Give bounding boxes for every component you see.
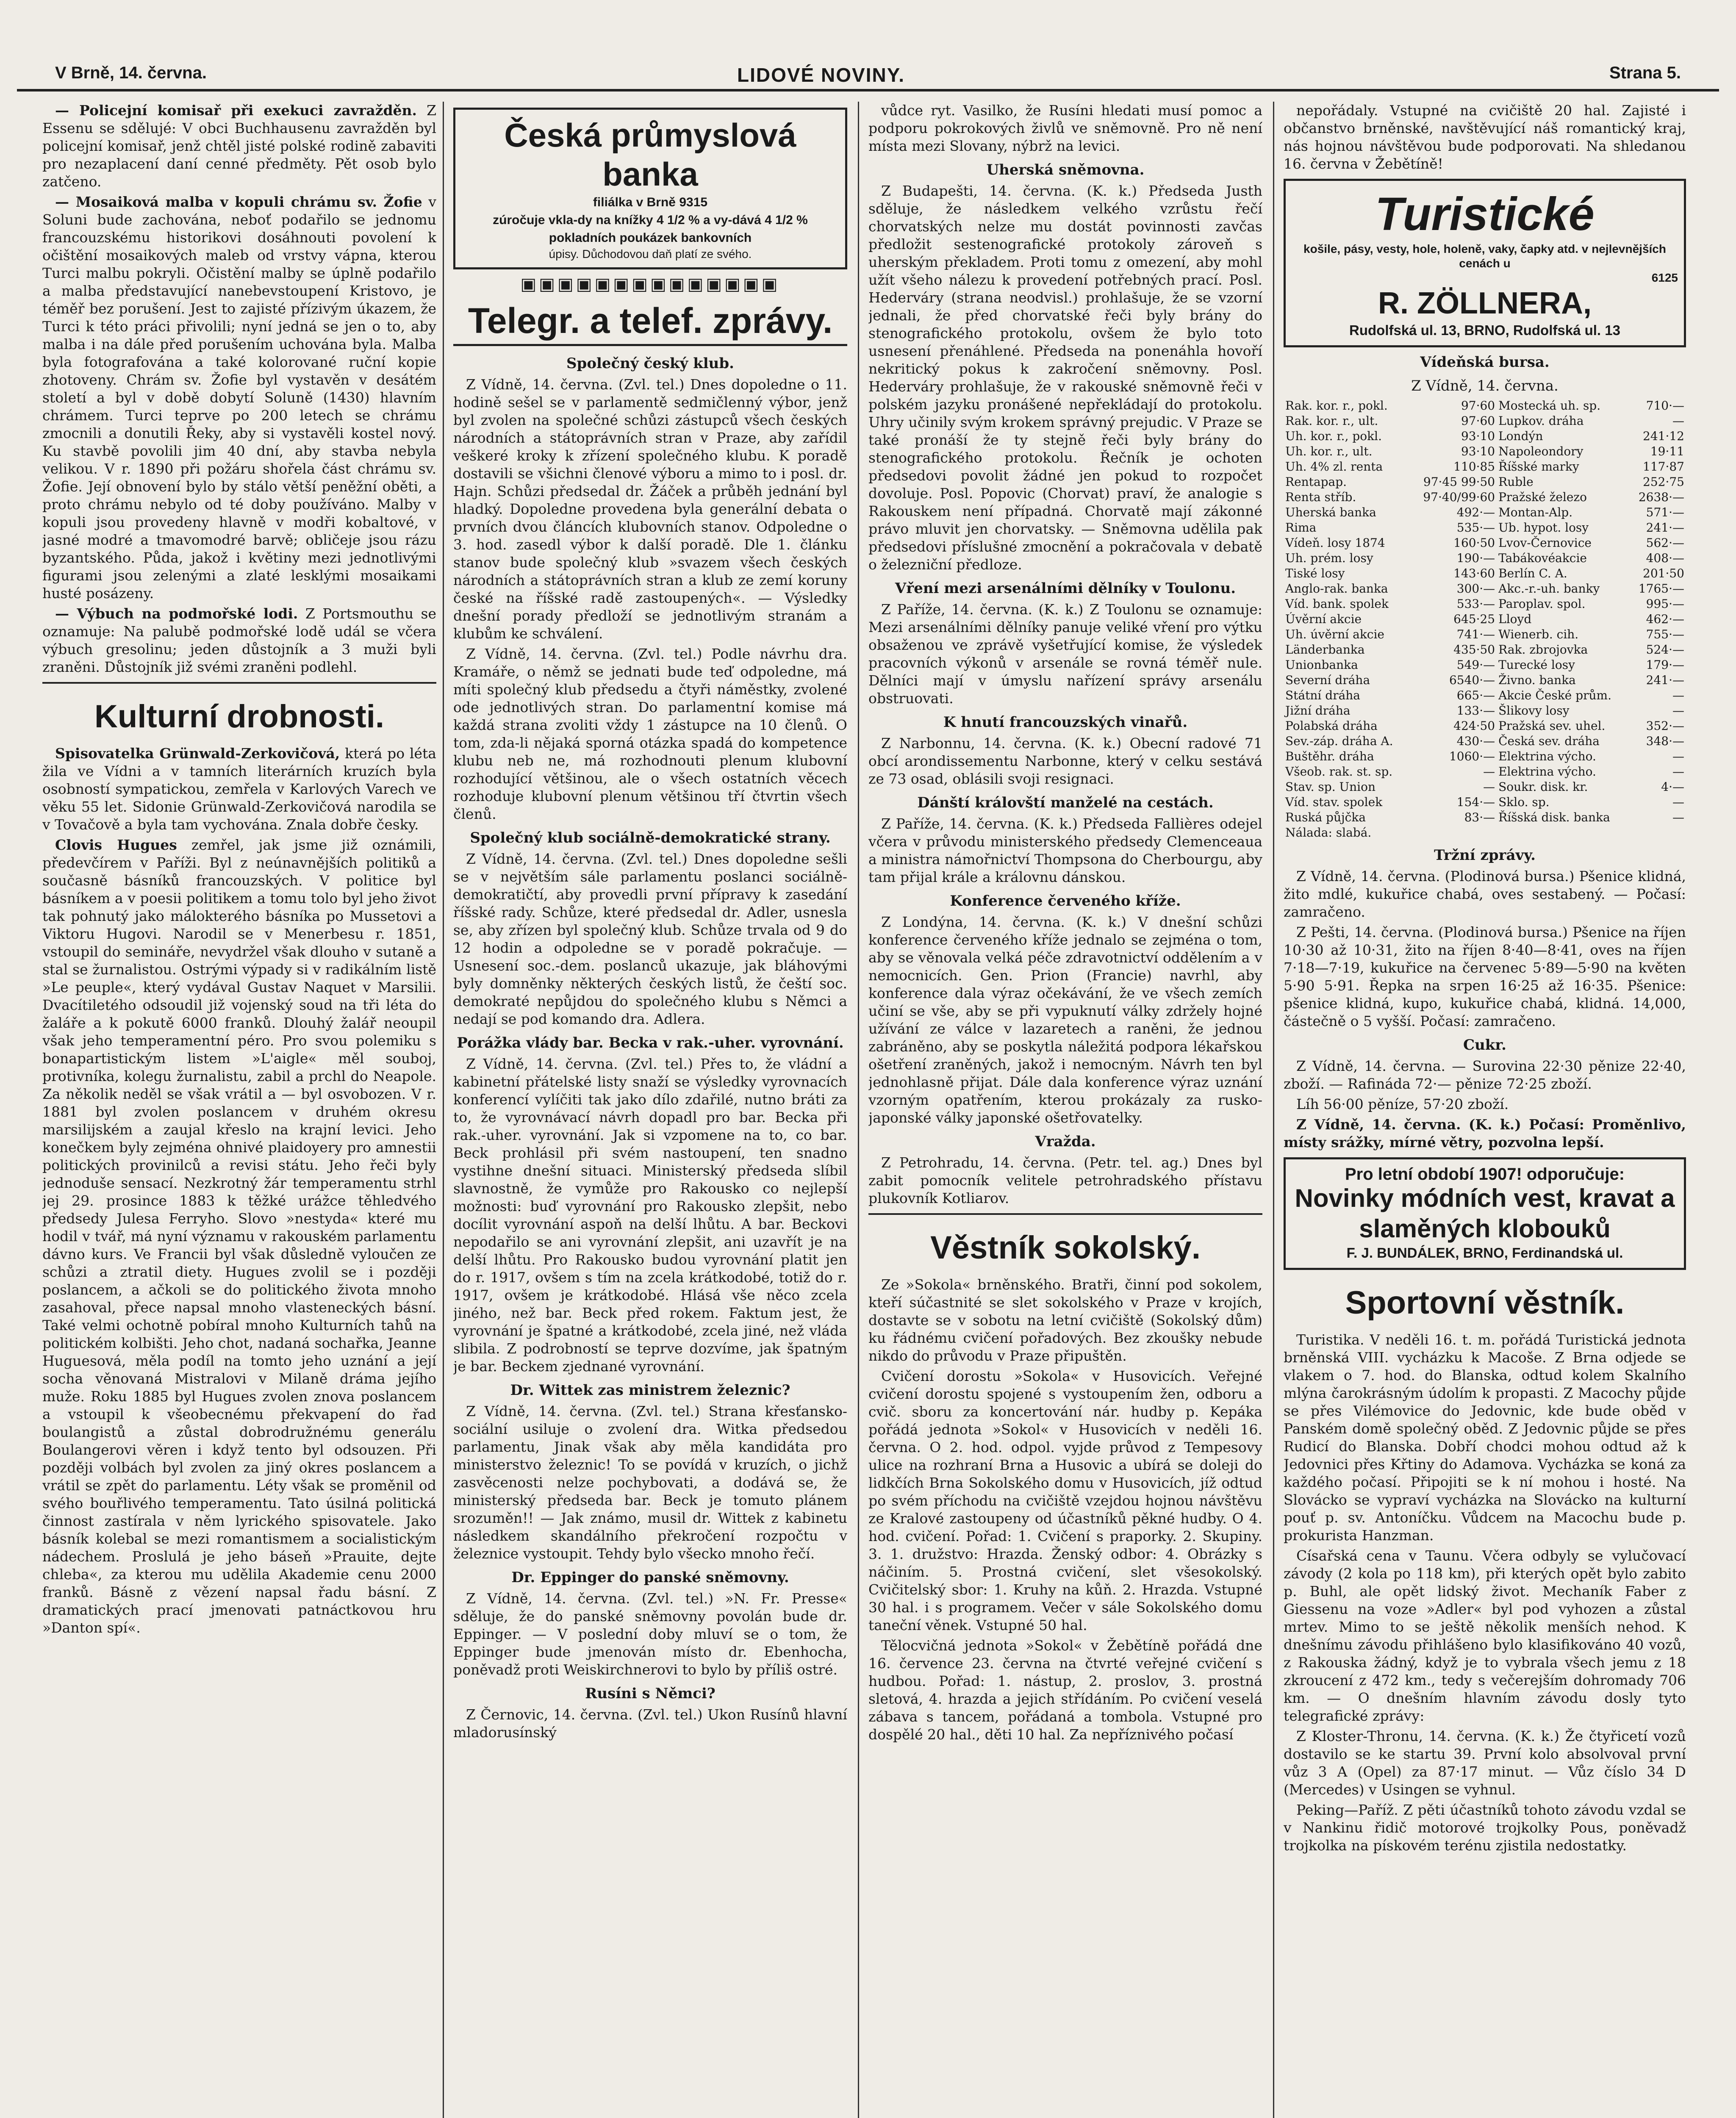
masthead-title: LIDOVÉ NOVINY.: [737, 64, 905, 86]
page-number: Strana 5.: [1609, 64, 1681, 82]
table-cell: Víd. bank. spolek: [1285, 597, 1389, 611]
table-cell: Ruská půjčka: [1285, 810, 1366, 824]
table-row: [1284, 474, 1686, 490]
table-cell: Uherská banka: [1285, 505, 1376, 519]
table-row: [1284, 703, 1686, 718]
table-cell: 190·—: [1456, 551, 1495, 565]
table-cell: Soukr. disk. kr.: [1498, 780, 1588, 794]
table-cell: 300·—: [1456, 582, 1495, 596]
table-cell: Lvov-Černovice: [1498, 536, 1592, 550]
section-title: Věstník sokolský.: [930, 1230, 1201, 1266]
divider: [42, 682, 436, 684]
table-cell: —: [1672, 795, 1684, 809]
article: — Výbuch na podmořské lodi. Z Portsmouthu se oznamuje: Na palubě podmořské lodě udál se včera výbuch gresolinu; jeden důstojník a 3 muži byli zraněni. Důstojník již svémi zraněni podlehl.: [42, 605, 436, 675]
table-cell: Rak. zbrojovka: [1498, 643, 1588, 657]
table-cell: —: [1672, 810, 1684, 824]
table-cell: 348·—: [1646, 734, 1684, 748]
decorative-border: ▣▣▣▣▣▣▣▣▣▣▣▣▣▣: [520, 274, 780, 294]
table-cell: Ruble: [1498, 475, 1534, 489]
table-row: [1284, 505, 1686, 520]
table-cell: 571·—: [1646, 505, 1684, 519]
table-row: [1284, 490, 1686, 505]
table-cell: Rak. kor. r., pokl.: [1285, 399, 1388, 413]
table-row: [1284, 810, 1686, 825]
table-row: [1284, 413, 1686, 429]
table-cell: Vídeň. losy 1874: [1285, 536, 1385, 550]
article: — Policejní komisař při exekuci zavražděn. Z Essenu se sdělujé: V obci Buchhausenu zavražděn byl policejní komisař, jenž chtěl jisté polské rodině zabaviti pro nezaplacení daní cenné předměty. Pět osob bylo zatčeno.: [42, 102, 436, 190]
table-cell: Wienerb. cih.: [1498, 627, 1579, 641]
table-row: [1284, 566, 1686, 581]
table-cell: Berlín C. A.: [1498, 566, 1567, 580]
table-cell: 133·—: [1456, 704, 1495, 718]
table-cell: Elektrina výcho.: [1498, 765, 1596, 779]
newspaper-page: [17, 17, 1719, 2118]
table-cell: 1060·—: [1449, 749, 1495, 763]
table-cell: Sklo. sp.: [1498, 795, 1550, 809]
article: Clovis Hugues zemřel, jak jsme již oznámili, předevčírem v Paříži. Byl z neúnavnějších politiků a současně básníků francouzských. V politice byl básníkem a v poesii politikem a tomu tolo byl jeho život tak pohnutý jako málokterého básníka po Mussetovi a Viktoru Hugovi. Narodil se v Menerbesu r. 1851, vstoupil do semináře, nevydržel však dlouho v sutaně a stal se žurnalistou. Ostrými výpady si v radikálním listě »Le peuple«, který vydával Gustav Naquet v Marsilii. Dvacítiletého odsoudil již vojenský soud na tři léta do žaláře a k pokutě 6000 franků. Dlouhý žalář neoupil však jeho temperamentní péro. Pro svou polemiku s bonapartistickým listem »L'aigle« měl souboj, protivníka, kolegu žurnalistu, zabil a prchl do Neapole. Za několik neděl se však vrátil a — byl osvobozen. V r. 1881 byl zvolen poslancem v druhém okresu marsilijském a zaujal křeslo na krajní levici. Jeho konečkem byly zejména ohnivé plaidoyery pro amnestii politických provinilců a revisi státu. Jeho řeči byly jednoduše sensací. Nezkrotný žár temperamentu strhl jej 29. prosince 1883 k těžké urážce těhledvého předsedy Julesa Ferryho. Slovo »nestyda« které mu hodil v tvář, má nyní významu v rakouském parlamentu dávno kurs. Ve Francii byl však důsledně vyloučen ze schůzi a ztratil diety. Hugues zvolil se i později poslancem, a ačkoli se do politického života mnoho zasahoval, přece napsal mnoho vlasteneckých básní. Také velmi ochotně pobíral mnoho Kulturních tahů na politickém kolbišti. Jeho chot, nadaná sochařka, Jeanne Huguesová, měla podíl na tomto jeho uznání a její socha věnovaná Mistralovi v Milaně dráma jejího muže. Roku 1885 byl Hugues zvolen znova poslancem a vstoupil k všeobecnému překvapení do řad boulangistů a zůstal dobrodružnému generálu Boulangerovi věren i když tento byl odsouzen. Při později volbách byl zvolen za jiný okres poslancem a vrátil se zpět do parlamentu. Léty však se proměnil od svého bouřlivého temperamentu. Tato úsilná politická činnost zastírala v něm lyrického spisovatele. Jako básník kolebal se mezi romantismem a socialistickým nádechem. Proslulá je jeho báseň »Prauite, dejte chleba«, za kterou mu udělila Akademie cenu 2000 franků. Básně z vězení napsal řadu básní. Z dramatických prací jmenovati patnáctkovou hru »Danton spí«.: [42, 837, 436, 1636]
table-row: [1284, 612, 1686, 627]
table-cell: Londýn: [1498, 429, 1543, 443]
table-cell: 352·—: [1646, 719, 1684, 733]
table-cell: 110·85: [1453, 460, 1495, 474]
article: — Mosaiková malba v kopuli chrámu sv. Žofie v Soluni bude zachována, neboť podařilo se jednomu francouzskému historikovi dosáhnouti povolení k očištění mosaikových maleb od vrstvy vápna, kterou Turci malbu pokryli. Očistění malby se úplně podařilo a malba představující nanebevstoupení Kristovo, je téměř bez porušení. Jest to zajisté přízivým úkazem, že Turci k této práci přivolili; nyní jedná se jen o to, aby malba i na dále před porušením uchována byla. Malba byla fotografována a také kolorované ruční kopie zhotoveny. Chrám sv. Žofie byl vystavěn v desátém století a byl v době dobytí Soluně (1430) hlavním chrámem. Turci teprve po 200 letech se chrámu zmocnili a donutili Řeky, aby si vystavěli kostel nový. Ku stavbě povolili jim 40 dní, aby stavba nebyla velikou. V r. 1890 při požáru shořela část chrámu sv. Žofie. Její obnovení bylo by stálo větší peněžní oběti, a proto chrámu nebylo od té doby používáno. Malby v kopuli jsou provedeny hlavně v modři kobaltové, v jasné modré a tmavomodré barvě; obličeje jsou rázu byzantského. Půda, jakož i květiny mezi jednotlivými figurami jsou zelenými a zlaté lesklými mosaikami husté posázeny.: [42, 194, 436, 602]
column-rule: [858, 102, 859, 2118]
table-row: [1284, 734, 1686, 749]
table-cell: [1411, 825, 1497, 840]
table-row: [1284, 642, 1686, 657]
table-cell: 179·—: [1646, 658, 1684, 672]
table-cell: Renta stříb.: [1285, 490, 1356, 504]
table-cell: 143·60: [1453, 566, 1495, 580]
table-row: [1284, 535, 1686, 551]
table-cell: 4·—: [1661, 780, 1684, 794]
table-cell: 6540·—: [1449, 673, 1495, 687]
table-cell: Ub. hypot. losy: [1498, 521, 1589, 535]
table-cell: —: [1483, 765, 1495, 779]
table-cell: Uh. 4% zl. renta: [1285, 460, 1383, 474]
table-cell: —: [1672, 414, 1684, 428]
table-cell: 1765·—: [1638, 582, 1684, 596]
table-cell: 97·60: [1461, 414, 1495, 428]
table-cell: 549·—: [1456, 658, 1495, 672]
table-row: [1284, 459, 1686, 474]
divider: [868, 1213, 1262, 1215]
table-cell: Sev.-záp. dráha A.: [1285, 734, 1393, 748]
table-cell: —: [1483, 780, 1495, 794]
fashion-advertisement: Pro letní období 1907! odporučuje: Novinky módních vest, kravat a slaměných klobouků F. J. BUNDÁLEK, BRNO, Ferdinandská ul.: [1284, 1157, 1686, 1270]
table-row: [1284, 825, 1686, 840]
table-row: [1284, 718, 1686, 734]
table-cell: Severní dráha: [1285, 673, 1370, 687]
table-cell: 424·50: [1453, 719, 1495, 733]
table-cell: Napoleondory: [1498, 444, 1583, 458]
table-cell: Tiské losy: [1285, 566, 1345, 580]
table-cell: 160·50: [1453, 536, 1495, 550]
tourist-advertisement: Turistické košile, pásy, vesty, hole, holeně, vaky, čapky atd. v nejlevnějších cenách u 6125 R. ZÖLLNERA, Rudolfská ul. 13, BRNO, Rudolfská ul. 13: [1284, 179, 1686, 347]
table-cell: Jižní dráha: [1285, 704, 1351, 718]
table-cell: 995·—: [1646, 597, 1684, 611]
table-cell: 93·10: [1461, 444, 1495, 458]
column-2: Česká průmyslová banka filiálka v Brně 9315 zúročuje vkla-dy na knížky 4 1/2 % a vy-dává 4 1/2 % pokladních poukázek bankovních úpisy. Důchodovou daň platí ze svého. ▣▣▣▣▣▣▣▣▣▣▣▣▣▣ Telegr. a telef. zprávy. Společný český klub. Z Vídně, 14. června. (Zvl. tel.) Dnes dopoledne o 11. hodině sešel se v parlamentě sedmičlenný výbor, jenž byl zvolen na společné schůzi zástupců všech českých národních a státoprávních stran v Praze, aby zařídil veškeré kroky k zřízení společného klubu. K poradě dostavili se všichni členové výboru a mimo to i posl. dr. Hajn. Schůzi předsedal dr. Žáček a průběh jednání byl hladký. Dopoledne provedena byla generální debata o prvních dvou článcích klubovních stanov. Odpoledne o 3. hod. zasedl výbor k další poradě. Dle 1. článku stanov bude společný klub »svazem všech českých národních a státoprávních stran a klub ze zemí koruny české na říšské radě zastoupených«. — Výsledky dnešní porady předloží se jednotlivým stranám a klubům ke schválení. Z Vídně, 14. června. (Zvl. tel.) Podle návrhu dra. Kramáře, o němž se jednati bude teď odpoledne, má míti společný klub předsedu a čtyři náměstky, zvolené ode jednotlivých stran. Do parlamentní komise má každá strana zvoliti vždy 1 zástupce na 10 členů. O tom, zda-li nějaká sporná otázka spadá do kompetence klubu neb ne, má rozhodnouti plenum klubovní rozhodující většinou, ale o všech ostatních věcech rozhoduje klubovní plenum většinou tří čtvrtin všech členů. Společný klub sociálně-demokratické strany. Z Vídně, 14. června. (Zvl. tel.) Dnes dopoledne sešli se v největším sále parlamentu poslanci sociálně-demokratičtí, aby provedli první přípravy k zasedání říšské rady. Schůze, které předsedal dr. Adler, usnesla se, aby zřízen byl společný klub. Schůze trvala od 9 do 12 hodin a odpoledne se v poradě pokračuje. — Usnesení soc.-dem. poslanců ukazuje, jak bláhovými byly domněnky některých českých listů, že čeští soc. demokraté nepůjdou do společného klubu s Němci a nedají se pod komando dra. Adlera. Porážka vlády bar. Becka v rak.-uher. vyrovnání. Z Vídně, 14. června. (Zvl. tel.) Přes to, že vládní a kabinetní přátelské listy snaží se výsledky vyrovnacích konferencí vylíčiti tak jako dílo zdařilé, nutno bráti za to, že vyrovnávací návrh dopadl pro bar. Becka při rak.-uher. vyrovnání. Jak si vzpomene na to, co bar. Beck prohlásil při svém nastoupení, ten snadno vystihne dnešní situaci. Ministerský předseda slíbil slavnostně, že vymůže pro Rakousko co nejlepší možnosti: buď vyrovnání pro Rakousko zlepšit, nebo docílit vyrovnání aspoň na delší lhůtu. A bar. Beckovi nepodařilo se ani vyrovnání zlepšit, ani uzavřít je na delší lhůtu. Pro Rakousko budou vyrovnání platit jen do r. 1917, ovšem s tím na zcela krátkodobé, totiž do r. 1917, ovšem je krátkodobé. Hlásá vše něco zcela jiného, než bar. Beck před rokem. Faktum jest, že vyrovnání je špatné a krátkodobé, zcela jiné, než vláda slibila. Z podrobností se teprve dozvíme, jak špatným je bar. Beckem zjednané vyrovnání. Dr. Wittek zas ministrem železnic? Z Vídně, 14. června. (Zvl. tel.) Strana křesťansko-sociální usiluje o zvolení dra. Witka předsedou parlamentu, Jinak však aby měla kandidáta pro ministerstvo železnic! To se povídá v kruzích, o jichž zasvěcenosti nelze pochybovati, a dodává se, že ministerský předseda bar. Beck je tomuto plánem srozuměn!! — Jak známo, musil dr. Wittek z kabinetu následkem skandálního překročení rozpočtu v železnice vystoupit. Tehdy bylo všecko mnoho řečí. Dr. Eppinger do panské sněmovny. Z Vídně, 14. června. (Zvl. tel.) »N. Fr. Presse« sděluje, že do panské sněmovny povolán bude dr. Eppinger. — V poslední doby mluví se o tom, že Eppinger bude jmenován místo dr. Ebenhocha, poněvadž proti Weiskirchnerovi to bylo by příliš ostré. Rusíni s Němci? Z Černovic, 14. června. (Zvl. tel.) Ukon Rusínů hlavní mladorusínský: [453, 102, 847, 2118]
table-cell: Anglo-rak. banka: [1285, 582, 1388, 596]
table-cell: Státní dráha: [1285, 688, 1360, 702]
table-cell: 741·—: [1456, 627, 1495, 641]
table-cell: 710·—: [1646, 399, 1684, 413]
table-cell: Länderbanka: [1285, 643, 1365, 657]
table-cell: Šlikovy losy: [1498, 704, 1570, 718]
header-date: V Brně, 14. června.: [55, 64, 207, 82]
column-rule: [1273, 102, 1274, 2118]
table-cell: 462·—: [1646, 612, 1684, 626]
table-row: [1284, 673, 1686, 688]
table-cell: Úvěrní akcie: [1285, 612, 1362, 626]
table-row: [1284, 627, 1686, 642]
table-cell: 524·—: [1646, 643, 1684, 657]
table-row: [1284, 581, 1686, 596]
table-cell: 535·—: [1456, 521, 1495, 535]
table-cell: Elektrina výcho.: [1498, 749, 1596, 763]
table-cell: 201·50: [1643, 566, 1684, 580]
table-cell: Říšské marky: [1498, 460, 1579, 474]
table-row: [1284, 749, 1686, 764]
table-cell: Stav. sp. Union: [1285, 780, 1375, 794]
table-cell: Víd. stav. spolek: [1285, 795, 1383, 809]
table-cell: 430·—: [1456, 734, 1495, 748]
table-cell: 665·—: [1456, 688, 1495, 702]
table-cell: Uh. prém. losy: [1285, 551, 1373, 565]
table-cell: Pražská sev. uhel.: [1498, 719, 1606, 733]
table-row: [1284, 398, 1686, 413]
bank-advertisement: Česká průmyslová banka filiálka v Brně 9315 zúročuje vkla-dy na knížky 4 1/2 % a vy-dává 4 1/2 % pokladních poukázek bankovních úpisy. Důchodovou daň platí ze svého.: [453, 108, 847, 269]
table-cell: Říšská disk. banka: [1498, 810, 1610, 824]
table-cell: Paroplav. spol.: [1498, 597, 1586, 611]
section-title: Sportovní věstník.: [1345, 1285, 1625, 1321]
table-row: [1284, 596, 1686, 612]
table-cell: 97·45 99·50: [1423, 475, 1495, 489]
table-cell: 645·25: [1453, 612, 1495, 626]
table-cell: [1497, 825, 1630, 840]
table-cell: Buštěhr. dráha: [1285, 749, 1374, 763]
table-cell: 408·—: [1646, 551, 1684, 565]
column-rule: [443, 102, 444, 2118]
table-row: [1284, 764, 1686, 779]
table-row: [1284, 795, 1686, 810]
table-cell: 93·10: [1461, 429, 1495, 443]
table-cell: Živno. banka: [1498, 673, 1576, 687]
section-title: Kulturní drobnosti.: [94, 699, 384, 735]
column-3: vůdce ryt. Vasilko, že Rusíni hledati musí pomoc a podporu pokrokových živlů ve sněmovně. Pro ně není místa mezi Slovany, nýbrž na levici. Uherská sněmovna. Z Budapešti, 14. června. (K. k.) Předseda Justh sděluje, že následkem velkého vzrůstu řečí chorvatských nelze mu dostát povinnosti zavčas předložit sestenografické protokoly zároveň s uherským překladem. Proti tomu z omezení, aby mohl užít všeho nálezu k provedení potřebných prací. Posl. Hederváry (strana neodvisl.) prohlašuje, že se vzorní jednali, že před chorvatské řeči byly brány do stenografického protokolu, ovšem že bylo toto usnesení přenáhlené. Předseda na ponenáhla hovoří nekritický pokus k zakročení sněmovny. Posl. Hederváry prohlašuje, že v rakouské sněmovně řeči v polském jazyku pronášené nepřekládají do protokolu. Uhry učinily svým krokem správný prejudic. V Praze se také pronáší že ty stejně řeči byly brány do stenografického protokolu. Řečník je ochoten předsedovi povolit žádné jen pokud to rozpočet dovoluje. Posl. Popovic (Chorvat) praví, že analogie s Rakouskem není případná. Chorvatě mají zákonné právo mluvit jen chorvatsky. — Sněmovna udělila pak předsedovi příslušné zmocnění a pokračovala v debatě o železniční předloze. Vření mezi arsenálními dělníky v Toulonu. Z Paříže, 14. června. (K. k.) Z Toulonu se oznamuje: Mezi arsenálními dělníky panuje veliké vření pro výtku obsaženou ve zprávě vyšetřující komise, že výsledek pracovních výkonů v arsenále se rovná téměř nule. Dělníci mají v úmyslu nařízení správy arsenálu obstruovati. K hnutí francouzských vinařů. Z Narbonnu, 14. června. (K. k.) Obecní radové 71 obcí arondissementu Narbonne, který v celku sestává ze 73 osad, oblásili svoji resignaci. Dánští královští manželé na cestách. Z Paříže, 14. června. (K. k.) Předseda Fallières odejel včera v průvodu ministerského předsedy Clemenceaua a ministra námořnictví Thompsona do Cherbourgu, aby tam přijal krále a královnu dánskou. Konference červeného kříže. Z Londýna, 14. června. (K. k.) V dnešní schůzi konference červeného kříže jednalo se zejména o tom, aby se věnovala velká péče zdravotnictví oddělením a v nemocnicích. Gen. Prion (Francie) navrhl, aby konference dala výraz očekávání, že ve všech zemích učiní se vše, aby se při vypuknutí války zdržely hojné užívání ze válce v lazaretech a raněni, že jednou zabráněno, aby se poskytla náležitá podpora lékařskou ošetření zraněných, jakož i nemocným. Návrh ten byl jednohlasně přijat. Dále dala konference výraz uznání vzorným opatřením, kterou prokázaly za rusko-japonské války japonské ošetřovatelky. Vražda. Z Petrohradu, 14. června. (Petr. tel. ag.) Dnes byl zabit pomocník velitele petrohradského přístavu plukovník Kotliarov. Věstník sokolský. Ze »Sokola« brněnského. Bratři, činní pod sokolem, kteří súčastnité se slet sokolského v Praze v krojích, dostavte se v sobotu na letní cvičiště (Sokolský dům) ku řádnému cvičení pořadových. Bez zkoušky nebude nikdo do průvodu v Praze připuštěn. Cvičení dorostu »Sokola« v Husovicích. Veřejné cvičení dorostu spojené s vystoupením žen, odboru a cvič. sboru za koncertování nár. hudby p. Kepáka pořádá jednota »Sokol« v Husovicích v neděli 16. června. O 2. hod. odpol. vyjde průvod z Tempesovy ulice na rozhraní Brna a Husovic a ubírá se doleji do lidkčích Brna Sokolského domu v Husovicích, jíž odtud po svém příchodu na cvičiště vzejdou hojnou návštěvu ze Kralové zastoupeny od účastníků pěkné hudby. O 4. hod. cvičení. Pořad: 1. Cvičení s praporky. 2. Skupiny. 3. 1. družstvo: Hrazda. Ženský odbor: 4. Obrázky s náčiním. 5. Prostná cvičení, slet všesokolský. Cvičitelský sbor: 1. Kruhy na kůň. 2. Hrazda. Vstupné 30 hal. i s programem. Večer v sále Sokolského domu taneční věnek. Vstupné 50 hal. Tělocvičná jednota »Sokol« v Žebětíně pořádá dne 16. července 23. června na čtvrté veřejné cvičení s hudbou. Pořad: 1. nástup, 2. proslov, 3. prostná sletová, 4. hrazda a jejich střídáním. Po cvičení veselá zábava s tancem, pořádaná a tombola. Vstupné pro dospělé 20 hal., děti 10 hal. Za nepříznivého počasí: [868, 102, 1262, 1743]
table-cell: —: [1672, 704, 1684, 718]
exchange-table: [1284, 398, 1686, 840]
section-title: Telegr. a telef. zprávy.: [453, 297, 847, 346]
table-cell: Turecké losy: [1498, 658, 1575, 672]
table-cell: Unionbanka: [1285, 658, 1358, 672]
table-cell: 117·87: [1643, 460, 1684, 474]
table-cell: Uh. úvěrní akcie: [1285, 627, 1384, 641]
table-cell: Uh. kor. r., pokl.: [1285, 429, 1382, 443]
table-cell: 562·—: [1646, 536, 1684, 550]
table-cell: —: [1672, 749, 1684, 763]
table-cell: Rima: [1285, 521, 1317, 535]
table-cell: 435·50: [1453, 643, 1495, 657]
table-cell: Rentapap.: [1285, 475, 1347, 489]
table-cell: Montan-Alp.: [1498, 505, 1573, 519]
table-cell: 2638·—: [1638, 490, 1684, 504]
table-cell: Všeob. rak. st. sp.: [1285, 765, 1393, 779]
table-row: [1284, 520, 1686, 535]
table-cell: 533·—: [1456, 597, 1495, 611]
table-row: [1284, 429, 1686, 444]
table-cell: 241·—: [1646, 521, 1684, 535]
article: Spisovatelka Grünwald-Zerkovičová, která po léta žila ve Vídni a v tamních literárních kruzích byla osobností sympatickou, zemřela v Karlových Varech ve věku 55 let. Sidonie Grünwald-Zerkovičová narodila se v Tovačově a byla tam vychována. Znala dobře česky.: [42, 745, 436, 833]
table-cell: Lupkov. dráha: [1498, 414, 1584, 428]
table-cell: 252·75: [1643, 475, 1684, 489]
table-row: [1284, 657, 1686, 673]
table-row: [1284, 779, 1686, 795]
page-header: [17, 64, 1719, 91]
table-cell: 19·11: [1650, 444, 1684, 458]
column-1: [42, 102, 436, 2118]
table-cell: 492·—: [1456, 505, 1495, 519]
table-cell: Tabákovéakcie: [1498, 551, 1587, 565]
table-cell: [1630, 825, 1686, 840]
table-cell: 97·60: [1461, 399, 1495, 413]
table-cell: Rak. kor. r., ult.: [1285, 414, 1378, 428]
table-cell: Lloyd: [1498, 612, 1532, 626]
table-cell: Akc.-r.-uh. banky: [1498, 582, 1600, 596]
table-cell: Uh. kor. r., ult.: [1285, 444, 1373, 458]
table-cell: —: [1672, 688, 1684, 702]
table-cell: Mostecká uh. sp.: [1498, 399, 1601, 413]
table-row: [1284, 688, 1686, 703]
table-row: [1284, 551, 1686, 566]
table-cell: —: [1672, 765, 1684, 779]
table-cell: Polabská dráha: [1285, 719, 1378, 733]
table-cell: Nálada: slabá.: [1285, 826, 1372, 840]
table-cell: Pražské železo: [1498, 490, 1587, 504]
table-cell: 241·—: [1646, 673, 1684, 687]
table-row: [1284, 444, 1686, 459]
table-cell: 83·—: [1464, 810, 1495, 824]
table-cell: 241·12: [1643, 429, 1684, 443]
table-cell: 755·—: [1646, 627, 1684, 641]
table-cell: Akcie České prům.: [1498, 688, 1611, 702]
table-cell: 97·40/99·60: [1423, 490, 1495, 504]
table-cell: 154·—: [1456, 795, 1495, 809]
table-cell: Česká sev. dráha: [1498, 734, 1600, 748]
column-4: nepořádaly. Vstupné na cvičiště 20 hal. Zajisté i občanstvo brněnské, navštěvující náš romantický kraj, nás hojnou návštěvou bude podporovati. Na shledanou 16. června v Žebětíně! Turistické košile, pásy, vesty, hole, holeně, vaky, čapky atd. v nejlevnějších cenách u 6125 R. ZÖLLNERA, Rudolfská ul. 13, BRNO, Rudolfská ul. 13 Vídeňská bursa. Z Vídně, 14. června. Rak. kor. r., pokl. 97·60 Mostecká uh. sp. 710·— Rak. kor. r., ult. 97·60 Lupkov. dráha — Uh. kor. r., pokl. 93·10 Londýn 241·12 Uh. kor. r., ult. 93·10 Napoleondory 19·11 Uh. 4% zl. renta 110·85 Říšské marky 117·87 Rentapap. 97·45 99·50 Ruble 252·75 Renta stříb. 97·40/99·60 Pražské železo 2638·— Uherská banka 492·— Montan-Alp. 571·— Rima 535·— Ub. hypot. losy 241·— Vídeň. losy 1874 160·50 Lvov-Černovice 562·— Uh. prém. losy 190·— Tabákovéakcie 408·— Tiské losy 143·60 Berlín C. A. 201·50 Anglo-rak. banka 300·— Akc.-r.-uh. banky 1765·— Víd. bank. spolek 533·— Paroplav. spol. 995·— Úvěrní akcie 645·25 Lloyd 462·— Uh. úvěrní akcie 741·— Wienerb. cih. 755·— Länderbanka 435·50 Rak. zbrojovka 524·— Unionbanka 549·— Turecké losy 179·— Severní dráha 6540·— Živno. banka 241·— Státní dráha 665·— Akcie České prům. — Jižní dráha 133·— Šlikovy losy — Polabská dráha 424·50 Pražská sev. uhel. 352·— Sev.-záp. dráha A. 430·— Česká sev. dráha 348·— Buštěhr. dráha 1060·— Elektrina výcho. — Všeob. rak. st. sp. — Elektrina výcho. — Stav. sp. Union — Soukr. disk. kr. 4·— Víd. stav. spolek 154·— Sklo. sp. — Ruská půjčka 83·— Říšská disk. banka — Nálada: slabá. Tržní zprávy. Z Vídně, 14. června. (Plodinová bursa.) Pšenice klidná, žito mdlé, kukuřice chabá, oves sestabený. — Počasí: zamračeno. Z Pešti, 14. června. (Plodinová bursa.) Pšenice na říjen 10·30 až 10·31, žito na říjen 8·40—8·41, oves na říjen 7·18—7·19, kukuřice na červenec 5·89—5·90 na květen 5·90 5·91. Řepka na srpen 16·25 až 16·35. Pšenice: pšenice klidná, kupo, kukuřice chabá, klidná. 14,000, částečně o 5 vyšší. Počasí: zamračeno. Cukr. Z Vídně, 14. června. — Surovina 22·30 pěnize 22·40, zboží. — Rafináda 72·— pěnize 72·25 zboží. Líh 56·00 pěníze, 57·20 zboží. Z Vídně, 14. června. (K. k.) Počasí: Proměnlivo, místy srážky, mírné větry, pozvolna lepší. Pro letní období 1907! odporučuje: Novinky módních vest, kravat a slaměných klobouků F. J. BUNDÁLEK, BRNO, Ferdinandská ul. Sportovní věstník. Turistika. V neděli 16. t. m. pořádá Turistická jednota brněnská VIII. vycházku k Macoše. Z Brna odjede se vlakem o 7. hod. do Blanska, odtud kolem Skalního mlýna čarokrásným údolím k propasti. Z Macochy půjde se přes Vilémovice do Jedovnic, kde bude oběd v Panském domě společný oběd. Z Jedovnic půjde se přes Rudicí do Blanska. Dobří chodci mohou odtud až k Jedovnici přes Křtiny do Adamova. Vycházka se koná za každého počasí. Připojiti se k ní mohou i hosté. Na Slovácko se vypraví vycházka na Slovácko na kulturní pouť p. sv. Antoníčku. Vůdcem na Macochu bude p. prokurista Hanzman. Císařská cena v Taunu. Včera odbyly se vylučovací závody (2 kola po 118 km), při kterých opět bylo zabito p. Buhl, ale opět lidský život. Mechaník Faber z Giessenu na voze »Adler« byl pod vyhozen a zůstal mrtev. Mimo to se ještě několik menších nehod. K dnešnímu závodu přihlášeno bylo klasifikováno 40 vozů, z Rakouska žádný, když je to vybrala všech jemu z 18 zkroucení z 472 km., tedy s večerejším dohromady 706 km. — O dnešním hlavním závodu dosly tyto telegrafické zprávy: Z Kloster-Thronu, 14. června. (K. k.) Že čtyřicetí vozů dostavilo se ke startu 39. První kolo absolvoval první vůz 3 A (Opel) za 87·17 minut. — Vůz číslo 34 D (Mercedes) v Usingen se vyhnul. Peking—Paříž. Z pěti účastníků tohoto závodu vzdal se v Nankinu řidič motorové trojkolky Pous, poněvadž trojkolka na pískovém terénu zjistila nedostatky.: [1284, 102, 1686, 1854]
